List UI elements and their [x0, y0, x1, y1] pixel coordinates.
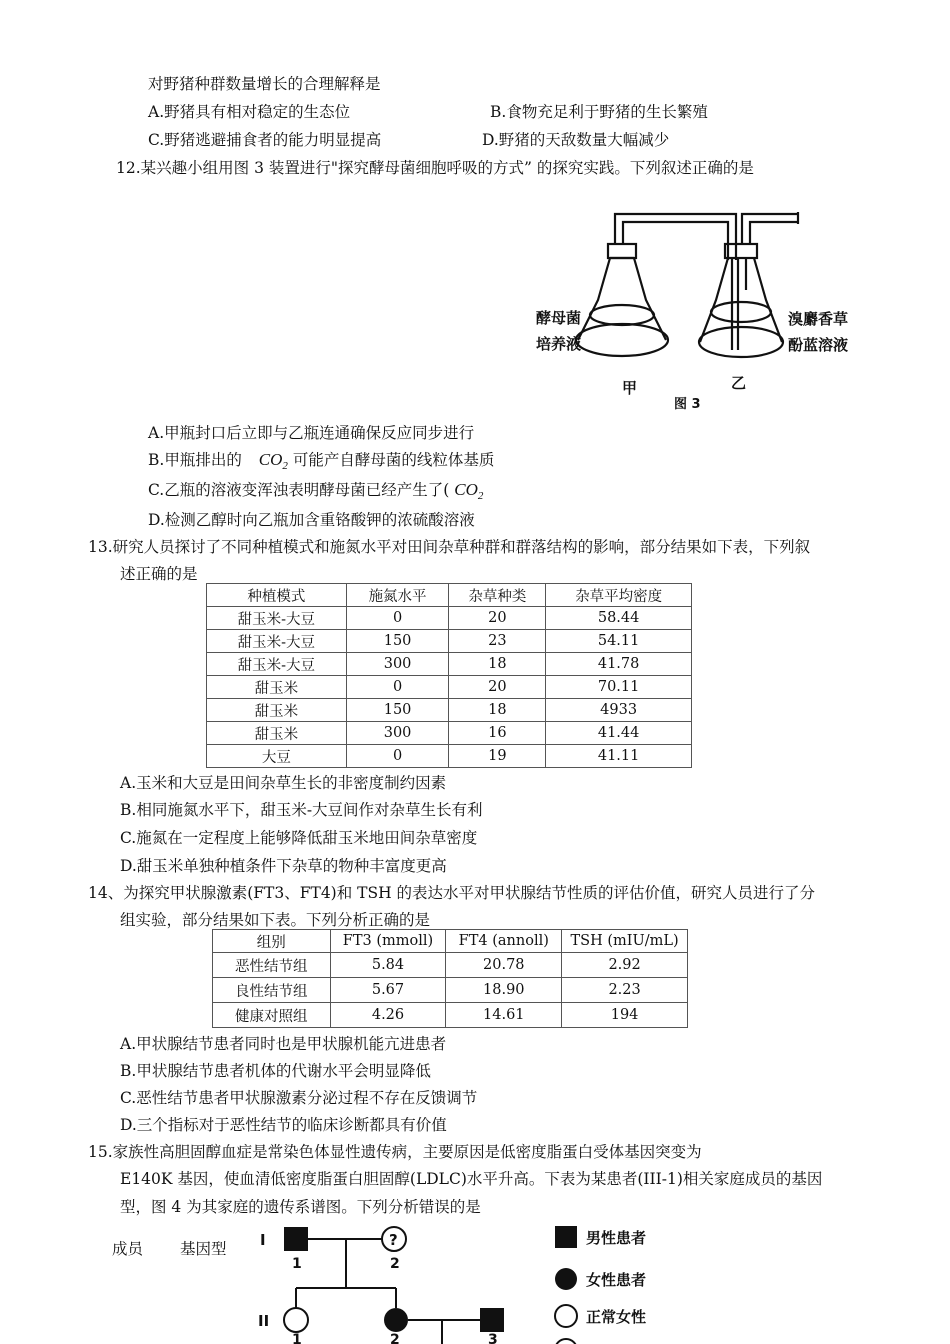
q14-stem-line2: 组实验，部分结果如下表。下列分析正确的是 [120, 911, 431, 929]
table-header-cell: 种植模式 [207, 584, 347, 607]
table-header-cell: FT3 (mmoll) [330, 930, 446, 953]
table-row [207, 745, 692, 768]
table-cell: 41.78 [546, 653, 692, 676]
table-cell: 良性结节组 [213, 978, 331, 1003]
table-cell: 5.84 [330, 953, 446, 978]
q12-option-b-post: 可能产自酵母菌的线粒体基质 [292, 451, 495, 469]
co2-formula: $CO_2$ [258, 450, 288, 472]
fermentation-apparatus-figure [520, 200, 880, 420]
table-cell: 2.92 [562, 953, 688, 978]
q13-option-b[interactable]: B.相同施氮水平下，甜玉米-大豆间作对杂草生长有利 [120, 801, 483, 819]
co2-formula: $CO_2$ [454, 480, 484, 502]
q13-stem-line2: 述正确的是 [120, 565, 198, 583]
table-header-cell: 杂草平均密度 [546, 584, 692, 607]
table-cell: 150 [346, 630, 449, 653]
table-row [207, 699, 692, 722]
q11-stem-tail: 对野猪种群数量增长的合理解释是 [148, 75, 381, 93]
table-row [213, 978, 688, 1003]
flask-yi-label: 乙 [731, 374, 747, 392]
legend-male-patient: 男性患者 [586, 1229, 647, 1247]
label-yeast-culture-line1: 酵母菌 [536, 309, 582, 327]
generation-II-label: II [258, 1312, 270, 1330]
table-cell: 19 [449, 745, 546, 768]
table-cell: 300 [346, 653, 449, 676]
table-row [207, 607, 692, 630]
legend-normal-female-icon [555, 1305, 577, 1327]
table-cell: 恶性结节组 [213, 953, 331, 978]
legend-next-icon-partial [555, 1339, 577, 1344]
i1-number: 1 [292, 1256, 302, 1272]
table-header-row [207, 584, 692, 607]
q11-option-b[interactable]: B.食物充足利于野猪的生长繁殖 [490, 103, 708, 121]
table-cell: 20 [449, 676, 546, 699]
table-cell: 41.11 [546, 745, 692, 768]
table-cell: 23 [449, 630, 546, 653]
q12-option-b-pre: B.甲瓶排出的 [148, 451, 242, 469]
table-cell: 18.90 [446, 978, 562, 1003]
legend-male-patient-icon [555, 1226, 577, 1248]
table-cell: 5.67 [330, 978, 446, 1003]
label-yeast-culture-line2: 培养液 [536, 335, 582, 353]
q14-stem-line1: 14、为探究甲状腺激素(FT3、FT4)和 TSH 的表达水平对甲状腺结节性质的评估价值，研究人员进行了分 [88, 884, 816, 902]
table-cell: 大豆 [207, 745, 347, 768]
pedigree-ii1-normal-female [284, 1308, 308, 1332]
legend-female-patient-icon [555, 1268, 577, 1290]
q14-option-c[interactable]: C.恶性结节患者甲状腺激素分泌过程不存在反馈调节 [120, 1089, 478, 1107]
table-cell: 甜玉米-大豆 [207, 630, 347, 653]
figure-3-caption: 图 3 [674, 397, 701, 412]
q13-option-c[interactable]: C.施氮在一定程度上能够降低甜玉米地田间杂草密度 [120, 829, 478, 847]
table-cell: 14.61 [446, 1003, 562, 1028]
table-cell: 16 [449, 722, 546, 745]
table-row [207, 722, 692, 745]
flask-jia-label: 甲 [622, 379, 638, 397]
label-bromothymol-line1: 溴麝香草 [788, 310, 849, 328]
q13-stem-line1: 13.研究人员探讨了不同种植模式和施氮水平对田间杂草种群和群落结构的影响，部分结果如下表，下列叙 [88, 538, 811, 556]
table-cell: 0 [346, 676, 449, 699]
genotype-table-col-member: 成员 [112, 1240, 144, 1258]
flask-jia [576, 244, 668, 356]
q12-option-c[interactable] [148, 480, 483, 506]
table-cell: 2.23 [562, 978, 688, 1003]
q14-option-a[interactable]: A.甲状腺结节患者同时也是甲状腺机能亢进患者 [120, 1035, 447, 1053]
genotype-table-col-genotype: 基因型 [180, 1240, 227, 1258]
legend-female-patient: 女性患者 [586, 1271, 647, 1289]
generation-I-label: I [260, 1231, 266, 1249]
table-cell: 甜玉米-大豆 [207, 607, 347, 630]
table-header-cell: 组别 [213, 930, 331, 953]
q14-option-d[interactable]: D.三个指标对于恶性结节的临床诊断都具有价值 [120, 1116, 447, 1134]
pedigree-i1-affected-male [284, 1227, 308, 1251]
ii3-number: 3 [488, 1332, 498, 1344]
table-cell: 0 [346, 607, 449, 630]
table-cell: 甜玉米 [207, 699, 347, 722]
table-cell: 4.26 [330, 1003, 446, 1028]
table-cell: 58.44 [546, 607, 692, 630]
table-cell: 41.44 [546, 722, 692, 745]
pedigree-figure-4 [250, 1218, 670, 1344]
q13-option-d[interactable]: D.甜玉米单独种植条件下杂草的物种丰富度更高 [120, 857, 447, 875]
table-header-cell: TSH (mIU/mL) [562, 930, 688, 953]
table-row [207, 653, 692, 676]
q12-stem: 12.某兴趣小组用图 3 装置进行"探究酵母菌细胞呼吸的方式” 的探究实践。下列叙述正确的是 [116, 159, 754, 177]
q12-option-b[interactable] [148, 450, 494, 476]
q15-stem-line2: E140K 基因，使血清低密度脂蛋白胆固醇(LDLC)水平升高。下表为某患者(III-1)相关家庭成员的基因 [120, 1170, 823, 1188]
table-cell: 甜玉米-大豆 [207, 653, 347, 676]
label-bromothymol-line2: 酚蓝溶液 [788, 336, 849, 354]
q15-stem-line1: 15.家族性高胆固醇血症是常染色体显性遗传病，主要原因是低密度脂蛋白受体基因突变为 [88, 1143, 702, 1161]
q15-stem-line3: 型，图 4 为其家庭的遗传系谱图。下列分析错误的是 [120, 1198, 481, 1216]
table-cell: 甜玉米 [207, 676, 347, 699]
legend-normal-female: 正常女性 [586, 1308, 647, 1326]
unknown-mark: ? [389, 1231, 398, 1249]
i2-number: 2 [390, 1256, 400, 1272]
q14-hormone-table [212, 929, 688, 1028]
q13-weed-table [206, 583, 692, 768]
table-cell: 4933 [546, 699, 692, 722]
table-row [213, 953, 688, 978]
table-cell: 70.11 [546, 676, 692, 699]
table-header-cell: 施氮水平 [346, 584, 449, 607]
q11-option-c[interactable]: C.野猪逃避捕食者的能力明显提高 [148, 131, 382, 149]
ii1-number: 1 [292, 1332, 302, 1344]
q12-option-d[interactable]: D.检测乙醇时向乙瓶加含重铬酸钾的浓硫酸溶液 [148, 511, 475, 529]
ii2-number: 2 [390, 1332, 400, 1344]
table-cell: 300 [346, 722, 449, 745]
connecting-tube [615, 212, 798, 260]
table-row [207, 676, 692, 699]
table-cell: 18 [449, 699, 546, 722]
flask-yi [699, 244, 783, 357]
pedigree-ii2-affected-female [384, 1308, 408, 1332]
table-cell: 54.11 [546, 630, 692, 653]
q14-option-b[interactable]: B.甲状腺结节患者机体的代谢水平会明显降低 [120, 1062, 431, 1080]
table-row [213, 1003, 688, 1028]
q13-option-a[interactable]: A.玉米和大豆是田间杂草生长的非密度制约因素 [120, 774, 447, 792]
table-header-cell: FT4 (annoll) [446, 930, 562, 953]
table-header-cell: 杂草种类 [449, 584, 546, 607]
table-cell: 18 [449, 653, 546, 676]
table-cell: 150 [346, 699, 449, 722]
pedigree-ii3-affected-male [480, 1308, 504, 1332]
table-cell: 甜玉米 [207, 722, 347, 745]
table-cell: 0 [346, 745, 449, 768]
table-row [207, 630, 692, 653]
table-cell: 20.78 [446, 953, 562, 978]
table-cell: 20 [449, 607, 546, 630]
q12-option-c-pre: C.乙瓶的溶液变浑浊表明酵母菌已经产生了( [148, 481, 450, 499]
q11-option-d[interactable]: D.野猪的天敌数量大幅减少 [482, 131, 670, 149]
table-cell: 194 [562, 1003, 688, 1028]
q11-option-a[interactable]: A.野猪具有相对稳定的生态位 [148, 103, 351, 121]
table-cell: 健康对照组 [213, 1003, 331, 1028]
q12-option-a[interactable]: A.甲瓶封口后立即与乙瓶连通确保反应同步进行 [148, 424, 475, 442]
table-header-row [213, 930, 688, 953]
